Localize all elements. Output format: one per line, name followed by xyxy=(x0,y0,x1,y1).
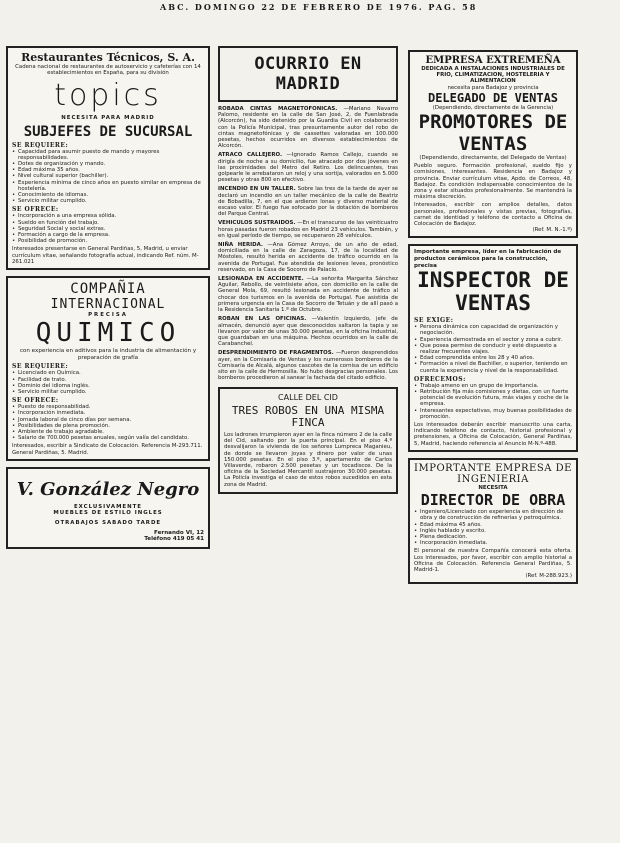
news-item xyxy=(218,106,398,149)
news-item xyxy=(218,220,398,239)
lider-position: INSPECTOR DE VENTAS xyxy=(417,268,569,316)
list-item: • Puesto de responsabilidad. xyxy=(12,404,204,410)
list-item: • Persona dinámica con capacidad de organización y negociación. xyxy=(414,324,572,336)
news-item-body: —Valentín Izquierdo, jefe de almacén, denunció ayer que desconocidos saltaron la tapia y se llevaron por valor de unas 30.000 pesetas, en la oficina Industrial, que guardaban en una máquina. Hechos ocurridos en la calle de Carabanchel. xyxy=(218,316,398,348)
cid-kicker: CALLE DEL CID xyxy=(278,393,338,403)
ingenieria-company: IMPORTANTE EMPRESA DE INGENIERIA xyxy=(414,462,572,485)
list-item: • Servicio militar cumplido. xyxy=(12,389,204,395)
list-item: • Experiencia demostrada en el sector y zona a cubrir. xyxy=(414,337,572,343)
news-item xyxy=(218,350,398,381)
list-item: • Nivel cultural superior (bachiller). xyxy=(12,173,204,179)
quimico-l1: COMPAÑIA xyxy=(70,281,146,298)
news-item xyxy=(218,242,398,273)
quimico-l2: INTERNACIONAL xyxy=(50,297,166,313)
list-item: • Facilidad de trato. xyxy=(12,377,204,383)
cid-body: Los ladrones irrumpieron ayer en la finca número 2 de la calle del Cid, saltando por la puerta principal. En el piso 4.º desvalijaron la vivienda de los señores Lumpreca Maganieu, de donde se llevaron joyas y dinero por valor de unas 150.000 pesetas. En el piso 3.º, apartamento de Carlos Villaverde, robaron 2.500 pesetas y un tocadiscos. De la oficina de la Sociedad Mercantil sustrajeron 30.000 pesetas. La Policía investiga el caso de estos robos sucedidos en esta zona de Madrid. xyxy=(224,431,392,488)
list-item: • Posibilidad de promoción. xyxy=(12,238,204,244)
gonzalez-phone: Teléfono 419 05 41 xyxy=(144,536,204,543)
list-item: • Edad máxima 35 años. xyxy=(12,167,204,173)
cid-article xyxy=(218,387,398,493)
extremena-body2: Interesados, escribir con amplios detalles, datos personales, profesionales y vistas previas, fotografías, carnet de identidad y teléfono de contacto a Oficina de Colocación de Badajoz. xyxy=(414,202,572,228)
news-item-body: Sobre las tres de la tarde de ayer se declaró un incendio en un taller mecánico de la calle de Beatriz de Bobadilla, 7, en el que ardieron lonas y diverso material de escaso valor. El fuego fue sofocado por la dotación de bomberos del Parque Central. xyxy=(218,186,398,218)
lider-contact: Los interesados deberán escribir manuscrito una carta, indicando teléfono de contacto, historial profesional y pretensiones, a Oficina de Colocación, General Pardiñas, 5, Madrid, haciendo referencia al Anuncio M-N.º-488. xyxy=(414,422,572,447)
quimico-offer-head: SE OFRECE: xyxy=(12,397,59,405)
list-item: • Dotes de organización y mando. xyxy=(12,161,204,167)
quimico-ad xyxy=(6,276,210,461)
gonzalez-logo: V. González Negro xyxy=(16,478,200,500)
topics-req-head: SE REQUIERE: xyxy=(12,141,69,149)
ingenieria-position: DIRECTOR DE OBRA xyxy=(420,491,566,510)
list-item: • Interesantes expectativas, muy buenas posibilidades de promoción. xyxy=(414,408,572,420)
news-item-body: —Fueron desprendidos ayer, en la Comisaría de Ventas y los numerosos bomberos de la Comisaría de Alcalá, algunos cascotes de la cornisa de un edificio sito en la calle de Hermosilla. No hubo desgracias personales. Los bomberos procedieron al sanear la fachada del citado edificio. xyxy=(218,350,399,382)
gonzalez-ad xyxy=(6,467,210,549)
list-item: • Ambiente de trabajo agradable. xyxy=(12,429,204,435)
lider-req-head: SE EXIGE: xyxy=(414,317,454,325)
topics-company: Restaurantes Técnicos, S. A. xyxy=(21,51,195,64)
gonzalez-l2: MUEBLES DE ESTILO INGLES xyxy=(53,510,163,517)
news-item-body: —Ignorado Ramos Callejo, cuando se dirigía de noche a su domicilio, fue atracado por dos jóvenes en las proximidades del Metro del Retiro. Los delincuentes, tras golpearle le arrebataron un reloj y una sortija, valorados en 5.000 pesetas y otras 800 en efectivo. xyxy=(218,152,399,184)
news-item-body: —Mariano Navarro Palomo, residente en la calle de San José, 2, de Fuenlabrada (Alcorcón), ha sido detenido por la Guardia Civil en colaboración con la Policía Municipal, tras presuntamente autor del robo de cintas magnetofónicas y de cassettes valoradas en 100.000 pesetas, hechos ocurridos en diversos establecimientos de Alcorcón. xyxy=(218,106,398,150)
topics-position: SUBJEFES DE SUCURSAL xyxy=(23,123,193,140)
extremena-sub: DEDICADA A INSTALACIONES INDUSTRIALES DE FRIO, CLIMATIZACION, HOSTELERIA Y ALIMENTACION xyxy=(421,66,565,85)
lider-offer-head: OFRECEMOS: xyxy=(414,375,466,383)
topics-offer-head: SE OFRECE: xyxy=(12,206,59,214)
news-item xyxy=(218,186,398,217)
column-right xyxy=(408,50,578,590)
quimico-title: QUIMICO xyxy=(35,318,181,349)
extremena-pos2-note: (Dependiendo, directamente, del Delegado de Ventas) xyxy=(419,155,567,162)
ingenieria-ref: (Ref. M-288.923.) xyxy=(525,573,572,580)
list-item: • Jornada laboral de cinco días por semana. xyxy=(12,417,204,423)
topics-logo: topics xyxy=(54,78,162,114)
topics-req-list xyxy=(12,149,204,205)
news-item-body: —La señorita Margarita Sánchez Aguilar, Rebollo, de veintisiete años, con domicilio en la calle de General Mola, 69, resultó lesionada en accidente de tráfico al chocar dos turismos en la avenida de Portugal. Fue asistida de primera urgencia en la Casa de Socorro de Tetuán y de allí pasó a la Residencia Sanitaria 1.º de Octubre. xyxy=(218,276,398,314)
list-item: • Ingeniero/Licenciado con experiencia en dirección de obra y de construcción de refinerías y petroquímica. xyxy=(414,509,572,521)
extremena-pos1: DELEGADO DE VENTAS xyxy=(427,90,559,105)
list-item: • Incorporación inmediata. xyxy=(12,410,204,416)
news-item-head: ATRACO CALLEJERO. xyxy=(218,152,282,159)
list-item: • Seguridad Social y social extras. xyxy=(12,226,204,232)
list-item: • Formación a cargo de la empresa. xyxy=(12,232,204,238)
quimico-offer-list xyxy=(12,404,204,441)
news-item-body: —En el transcurso de las veinticuatro horas pasadas fueron robados en Madrid 23 vehículos. También, y en igual período de tiempo, se recuperaron 28 vehículos. xyxy=(218,220,398,239)
quimico-desc: con experiencia en aditivos para la industria de alimentación y preparación de grafía xyxy=(19,348,197,361)
news-item-head: ROBAN EN LAS OFICINAS. xyxy=(218,316,307,323)
list-item: • Edad comprendida entre los 28 y 40 años. xyxy=(414,355,572,361)
gonzalez-l3: OTRABAJOS SABADO TARDE xyxy=(54,520,162,527)
list-item: • Incorporación inmediata. xyxy=(414,540,572,546)
page-header: ABC. DOMINGO 22 DE FEBRERO DE 1976. PAG. 58 xyxy=(160,2,478,12)
lider-intro: Importante empresa, líder en la fabricación de productos cerámicos para la construcción, precisa xyxy=(414,249,562,269)
list-item: • Que posea permiso de conducir y esté dispuesto a realizar frecuentes viajes. xyxy=(414,343,572,355)
list-item: • Experiencia mínima de cinco años en puesto similar en empresa de hostelería. xyxy=(12,180,204,192)
news-item-head: VEHICULOS SUSTRAIDOS. xyxy=(218,220,296,227)
gonzalez-address: Fernando VI, 12 xyxy=(154,529,204,536)
lider-req-list xyxy=(414,324,572,374)
topics-ad xyxy=(6,46,210,270)
ingenieria-body: El personal de nuestra Compañía conocerá esta oferta. Los interesados, por favor, escribir con amplio historial a Oficina de Colocación. Referencia General Pardiñas, 5. Madrid-1. xyxy=(414,548,572,573)
column-middle xyxy=(218,46,398,494)
news-item-head: LESIONADA EN ACCIDENTE. xyxy=(218,276,304,283)
ingenieria-ad xyxy=(408,458,578,584)
quimico-req-head: SE REQUIERE: xyxy=(12,363,69,371)
extremena-company: EMPRESA EXTREMEÑA xyxy=(425,55,561,66)
list-item: • Licenciado en Química. xyxy=(12,370,204,376)
list-item: • Dominio del idioma inglés. xyxy=(12,383,204,389)
list-item: • Edad máxima 45 años. xyxy=(414,522,572,528)
topics-offer-list xyxy=(12,213,204,244)
news-item-head: DESPRENDIMIENTO DE FRAGMENTOS. xyxy=(218,350,334,357)
extremena-pos2: PROMOTORES DE VENTAS xyxy=(418,111,568,156)
extremena-pos1-note: (Dependiendo, directamente de la Gerencia) xyxy=(432,104,554,111)
cid-title: TRES ROBOS EN UNA MISMA FINCA xyxy=(231,403,385,429)
news-item xyxy=(218,316,398,347)
lider-ad xyxy=(408,244,578,451)
list-item: • Sueldo en función del trabajo. xyxy=(12,220,204,226)
list-item: • Retribución fija más comisiones y dietas, con un fuerte potencial de evolución futura, más viajes y coche de la empresa. xyxy=(414,389,572,408)
ingenieria-needs: NECESITA xyxy=(478,484,508,491)
list-item: • Trabajo ameno en un grupo de importancia. xyxy=(414,383,572,389)
list-item: • Servicio militar cumplido. xyxy=(12,198,204,204)
extremena-needs: necesita para Badajoz y provincia xyxy=(447,84,539,91)
news-item-head: INCENDIO EN UN TALLER. xyxy=(218,186,296,193)
news-item xyxy=(218,276,398,313)
extremena-body: Pueblo seguro. Formación profesional, sueldo fijo y comisiones, interesantes. Residencia en Badajoz y provincia. Enviar currículum vitae, Apdo. de Correos, 48, Badajoz. Es condición indispensable conocimientos de la zona y estar situados profesionalmente. Se mantendrá la máxima discreción. xyxy=(414,163,572,201)
quimico-l3: PRECISA xyxy=(88,312,128,319)
quimico-contact: Interesados, escribir a Sindicato de Colocación. Referencia M-293.711. General Pardiñas, 5. Madrid. xyxy=(12,443,203,456)
lider-offer-list xyxy=(414,383,572,420)
news-list xyxy=(218,106,398,381)
list-item: • Posibilidades de plena promoción. xyxy=(12,423,204,429)
list-item: • Inglés hablado y escrito. xyxy=(414,528,572,534)
news-item-head: ROBADA CINTAS MAGNETOFONICAS. xyxy=(218,106,338,112)
extremena-ad xyxy=(408,50,578,238)
list-item: • Formación a nivel de Bachiller, o superior, teniendo en cuenta la experiencia y nivel de la responsabilidad. xyxy=(414,361,572,373)
news-item xyxy=(218,152,398,183)
list-item: • Conocimiento de idiomas. xyxy=(12,192,204,198)
news-item-body: —Ana Gómez Arroyo, de un año de edad, domiciliada en la calle de Zaragoza, 17, de la localidad de Móstoles, resultó herida en accidente de tráfico ocurrido en la avenida de Portugal. Fue atendida de lesiones leves, pronóstico reservado, en la Casa de Socorro de Palacio. xyxy=(218,242,398,273)
quimico-req-list xyxy=(12,370,204,395)
news-item-head: NIÑA HERIDA. xyxy=(218,242,263,249)
extremena-ref: (Ref. M. N.-1.º) xyxy=(532,227,572,234)
column-left xyxy=(6,46,210,555)
list-item: • Capacidad para asumir puesto de mando y mayores responsabilidades. xyxy=(12,149,204,161)
ingenieria-req-list xyxy=(414,509,572,546)
list-item: • Salario de 700.000 pesetas anuales, según valía del candidato. xyxy=(12,435,204,441)
list-item: • Plena dedicación. xyxy=(414,534,572,540)
topics-intro: Cadena nacional de restaurantes de autoservicio y cafeterías con 14 establecimientos en España, para su división xyxy=(15,64,201,77)
list-item: • Incorporación a una empresa sólida. xyxy=(12,213,204,219)
topics-contact: Interesados presentarse en General Pardiñas, 5, Madrid, u enviar currículum vitae, señalando fotografía actual, indicando Ref. núm. M-261.021 xyxy=(12,246,199,265)
section-title: OCURRIO EN MADRID xyxy=(218,46,398,102)
topics-needs: NECESITA PARA MADRID xyxy=(61,115,155,122)
gonzalez-l1: EXCLUSIVAMENTE xyxy=(73,503,142,510)
